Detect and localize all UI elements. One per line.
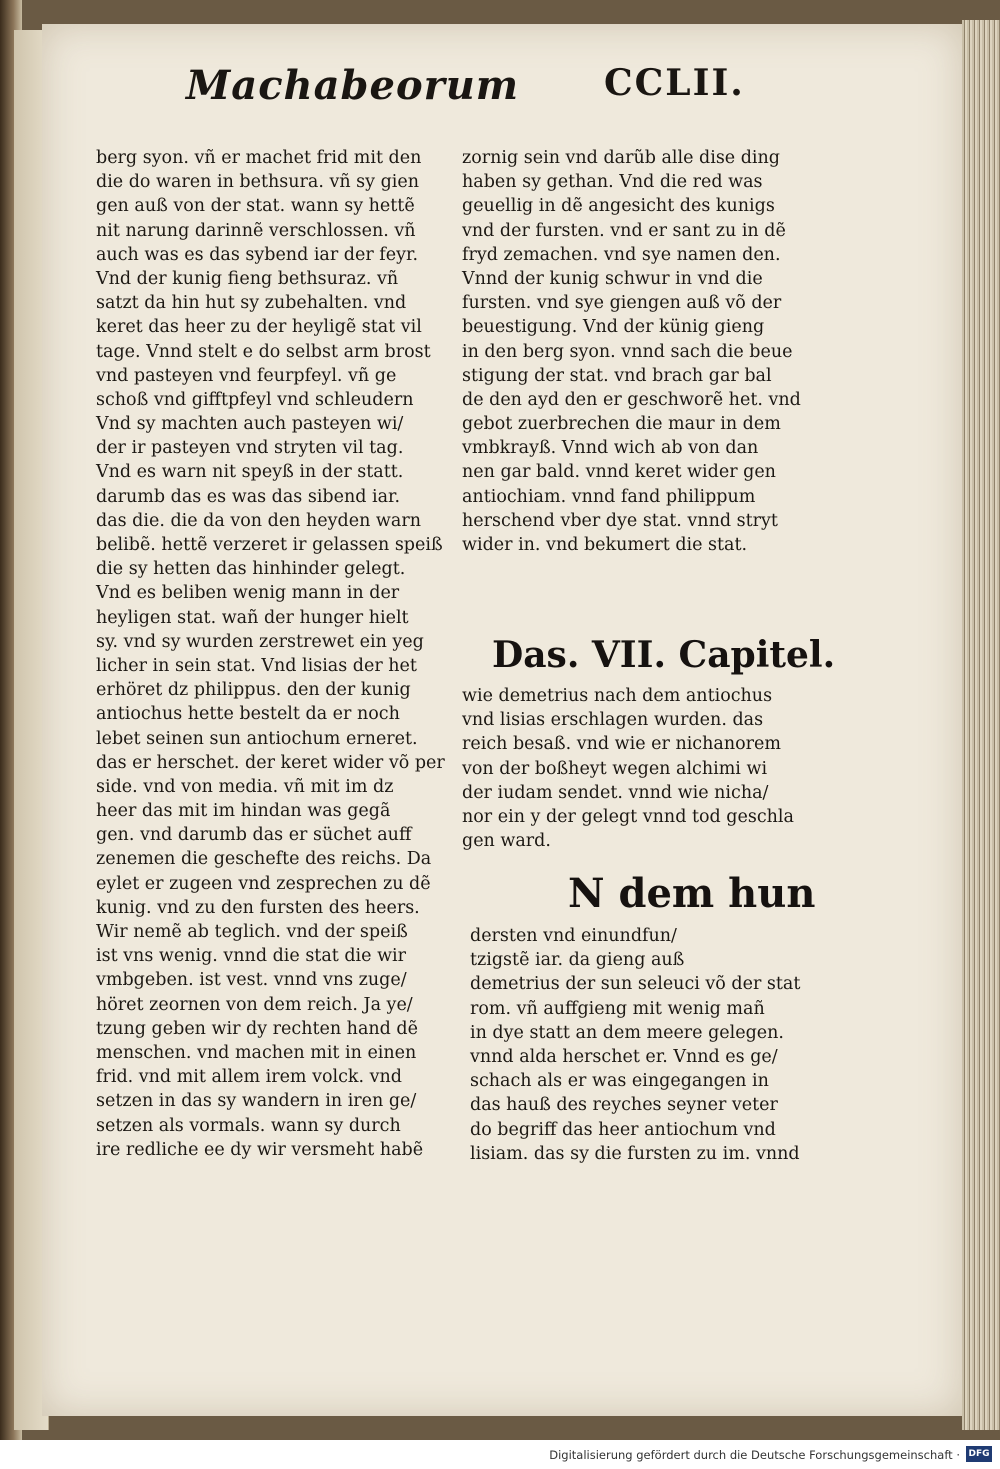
text-line: das die. die da von den heyden warn — [96, 510, 421, 531]
text-line: ist vns wenig. vnnd die stat die wir — [96, 946, 407, 967]
text-line: höret zeornen von dem reich. Ja ye/ — [96, 994, 413, 1015]
text-line: vmbkrayß. Vnnd wich ab von dan — [462, 438, 759, 459]
text-line: die sy hetten das hinhinder gelegt. — [96, 559, 406, 580]
text-line: lebet seinen sun antiochum erneret. — [96, 728, 418, 749]
text-line: nit narung darinnẽ verschlossen. vñ — [96, 220, 416, 241]
text-line: licher in sein stat. Vnd lisias der het — [96, 655, 417, 676]
summary-line: vnd lisias erschlagen wurden. das — [462, 710, 764, 731]
text-line: Vnd es warn nit speyß in der statt. — [96, 462, 404, 483]
text-line: side. vnd von media. vñ mit im dz — [96, 776, 394, 797]
summary-line: reich besaß. vnd wie er nichanorem — [462, 734, 781, 755]
text-line: der ir pasteyen vnd stryten vil tag. — [96, 438, 404, 459]
summary-line: wie demetrius nach dem antiochus — [462, 686, 773, 706]
text-line: frid. vnd mit allem irem volck. vnd — [96, 1067, 403, 1088]
text-line: fursten. vnd sye giengen auß võ der — [462, 293, 782, 314]
text-line: gen. vnd darumb das er süchet auff — [96, 825, 412, 846]
text-line: in dye statt an dem meere gelegen. — [470, 1022, 784, 1043]
text-line: zornig sein vnd darũb alle dise ding — [462, 148, 780, 168]
text-line: kunig. vnd zu den fursten des heers. — [96, 897, 420, 918]
text-line: sy. vnd sy wurden zerstrewet ein yeg — [96, 631, 424, 652]
text-line: tage. Vnnd stelt e do selbst arm brost — [96, 341, 431, 362]
summary-line: der iudam sendet. vnnd wie nicha/ — [462, 782, 769, 803]
text-line: berg syon. vñ er machet frid mit den — [96, 148, 422, 168]
text-line: Vnd sy machten auch pasteyen wi/ — [96, 414, 404, 435]
right-text-column-top — [462, 146, 802, 557]
text-line: zenemen die geschefte des reichs. Da — [96, 849, 432, 870]
summary-line: gen ward. — [462, 831, 551, 852]
text-line: setzen als vormals. wann sy durch — [96, 1115, 401, 1136]
text-line: ire redliche ee dy wir versmeht habẽ — [96, 1139, 424, 1160]
text-line: fryd zemachen. vnd sye namen den. — [462, 244, 781, 265]
text-line: antiochus hette bestelt da er noch — [96, 704, 400, 725]
text-line: beuestigung. Vnd der künig gieng — [462, 317, 765, 338]
text-line: das hauß des reyches seyner veter — [470, 1095, 778, 1116]
text-line: die do waren in bethsura. vñ sy gien — [96, 172, 420, 193]
text-line: schach als er was eingegangen in — [470, 1071, 769, 1092]
text-line: de den ayd den er geschworẽ het. vnd — [462, 389, 801, 410]
text-line: demetrius der sun seleuci võ der stat — [470, 974, 801, 995]
text-line: keret das heer zu der heyligẽ stat vil — [96, 317, 422, 338]
text-line: herschend vber dye stat. vnnd stryt — [462, 510, 778, 531]
chapter-heading: Das. VII. Capitel. — [492, 634, 836, 676]
text-line: auch was es das sybend iar der feyr. — [96, 244, 419, 265]
text-line: Vnd der kunig fieng bethsuraz. vñ — [96, 268, 399, 289]
text-line: Wir nemẽ ab teglich. vnd der speiß — [96, 922, 408, 942]
text-line: gebot zuerbrechen die maur in dem — [462, 414, 781, 435]
text-line: geuellig in dẽ angesicht des kunigs — [462, 196, 775, 217]
text-line: stigung der stat. vnd brach gar bal — [462, 365, 772, 386]
text-line: satzt da hin hut sy zubehalten. vnd — [96, 293, 407, 314]
chapter-body-text — [470, 924, 810, 1166]
text-line: nen gar bald. vnnd keret wider gen — [462, 462, 776, 483]
folio-number: CCLII. — [604, 62, 745, 104]
digitization-footer — [0, 1440, 1000, 1469]
text-line: setzen in das sy wandern in iren ge/ — [96, 1091, 417, 1112]
text-line: Vnnd der kunig schwur in vnd die — [462, 268, 763, 289]
text-line: darumb das es was das sibend iar. — [96, 486, 401, 507]
text-line: dersten vnd einundfun/ — [470, 926, 677, 946]
text-line: vnd der fursten. vnd er sant zu in dẽ — [462, 220, 786, 241]
text-line: vnd pasteyen vnd feurpfeyl. vñ ge — [96, 365, 397, 386]
text-line: heer das mit im hindan was gegã — [96, 801, 391, 822]
text-line: in den berg syon. vnnd sach die beue — [462, 341, 793, 362]
text-line: vnnd alda herschet er. Vnnd es ge/ — [470, 1046, 778, 1067]
text-line: rom. vñ auffgieng mit wenig mañ — [470, 998, 765, 1019]
text-line: gen auß von der stat. wann sy hettẽ — [96, 196, 415, 217]
text-line: eylet er zugeen vnd zesprechen zu dẽ — [96, 873, 431, 894]
summary-line: nor ein y der gelegt vnnd tod geschla — [462, 806, 794, 827]
chapter-initial-line: N dem hun — [568, 870, 816, 917]
running-head-title: Machabeorum — [186, 62, 520, 109]
text-line: tzung geben wir dy rechten hand dẽ — [96, 1018, 418, 1039]
text-line: haben sy gethan. Vnd die red was — [462, 172, 763, 193]
text-line: erhöret dz philippus. den der kunig — [96, 680, 411, 701]
text-line: schoß vnd gifftpfeyl vnd schleudern — [96, 389, 414, 410]
text-line: antiochiam. vnnd fand philippum — [462, 486, 756, 507]
summary-line: von der boßheyt wegen alchimi wi — [462, 758, 768, 779]
dfg-logo-icon: DFG — [966, 1446, 992, 1462]
text-line: wider in. vnd bekumert die stat. — [462, 535, 748, 555]
text-line: vmbgeben. ist vest. vnnd vns zuge/ — [96, 970, 407, 991]
text-line: das er herschet. der keret wider võ per — [96, 752, 445, 773]
footer-credit: Digitalisierung gefördert durch die Deutsche Forschungsgemeinschaft · — [549, 1448, 960, 1462]
text-line: menschen. vnd machen mit in einen — [96, 1042, 417, 1063]
text-line: tzigstẽ iar. da gieng auß — [470, 950, 685, 971]
chapter-summary — [462, 684, 802, 853]
text-line: belibẽ. hettẽ verzeret ir gelassen speiß — [96, 535, 443, 555]
text-line: lisiam. das sy die fursten zu im. vnnd — [470, 1143, 800, 1164]
left-text-column — [96, 146, 445, 1162]
text-line: heyligen stat. wañ der hunger hielt — [96, 607, 409, 628]
text-line: do begriff das heer antiochum vnd — [470, 1119, 776, 1140]
text-line: Vnd es beliben wenig mann in der — [96, 583, 400, 604]
page-edges — [962, 20, 1000, 1430]
